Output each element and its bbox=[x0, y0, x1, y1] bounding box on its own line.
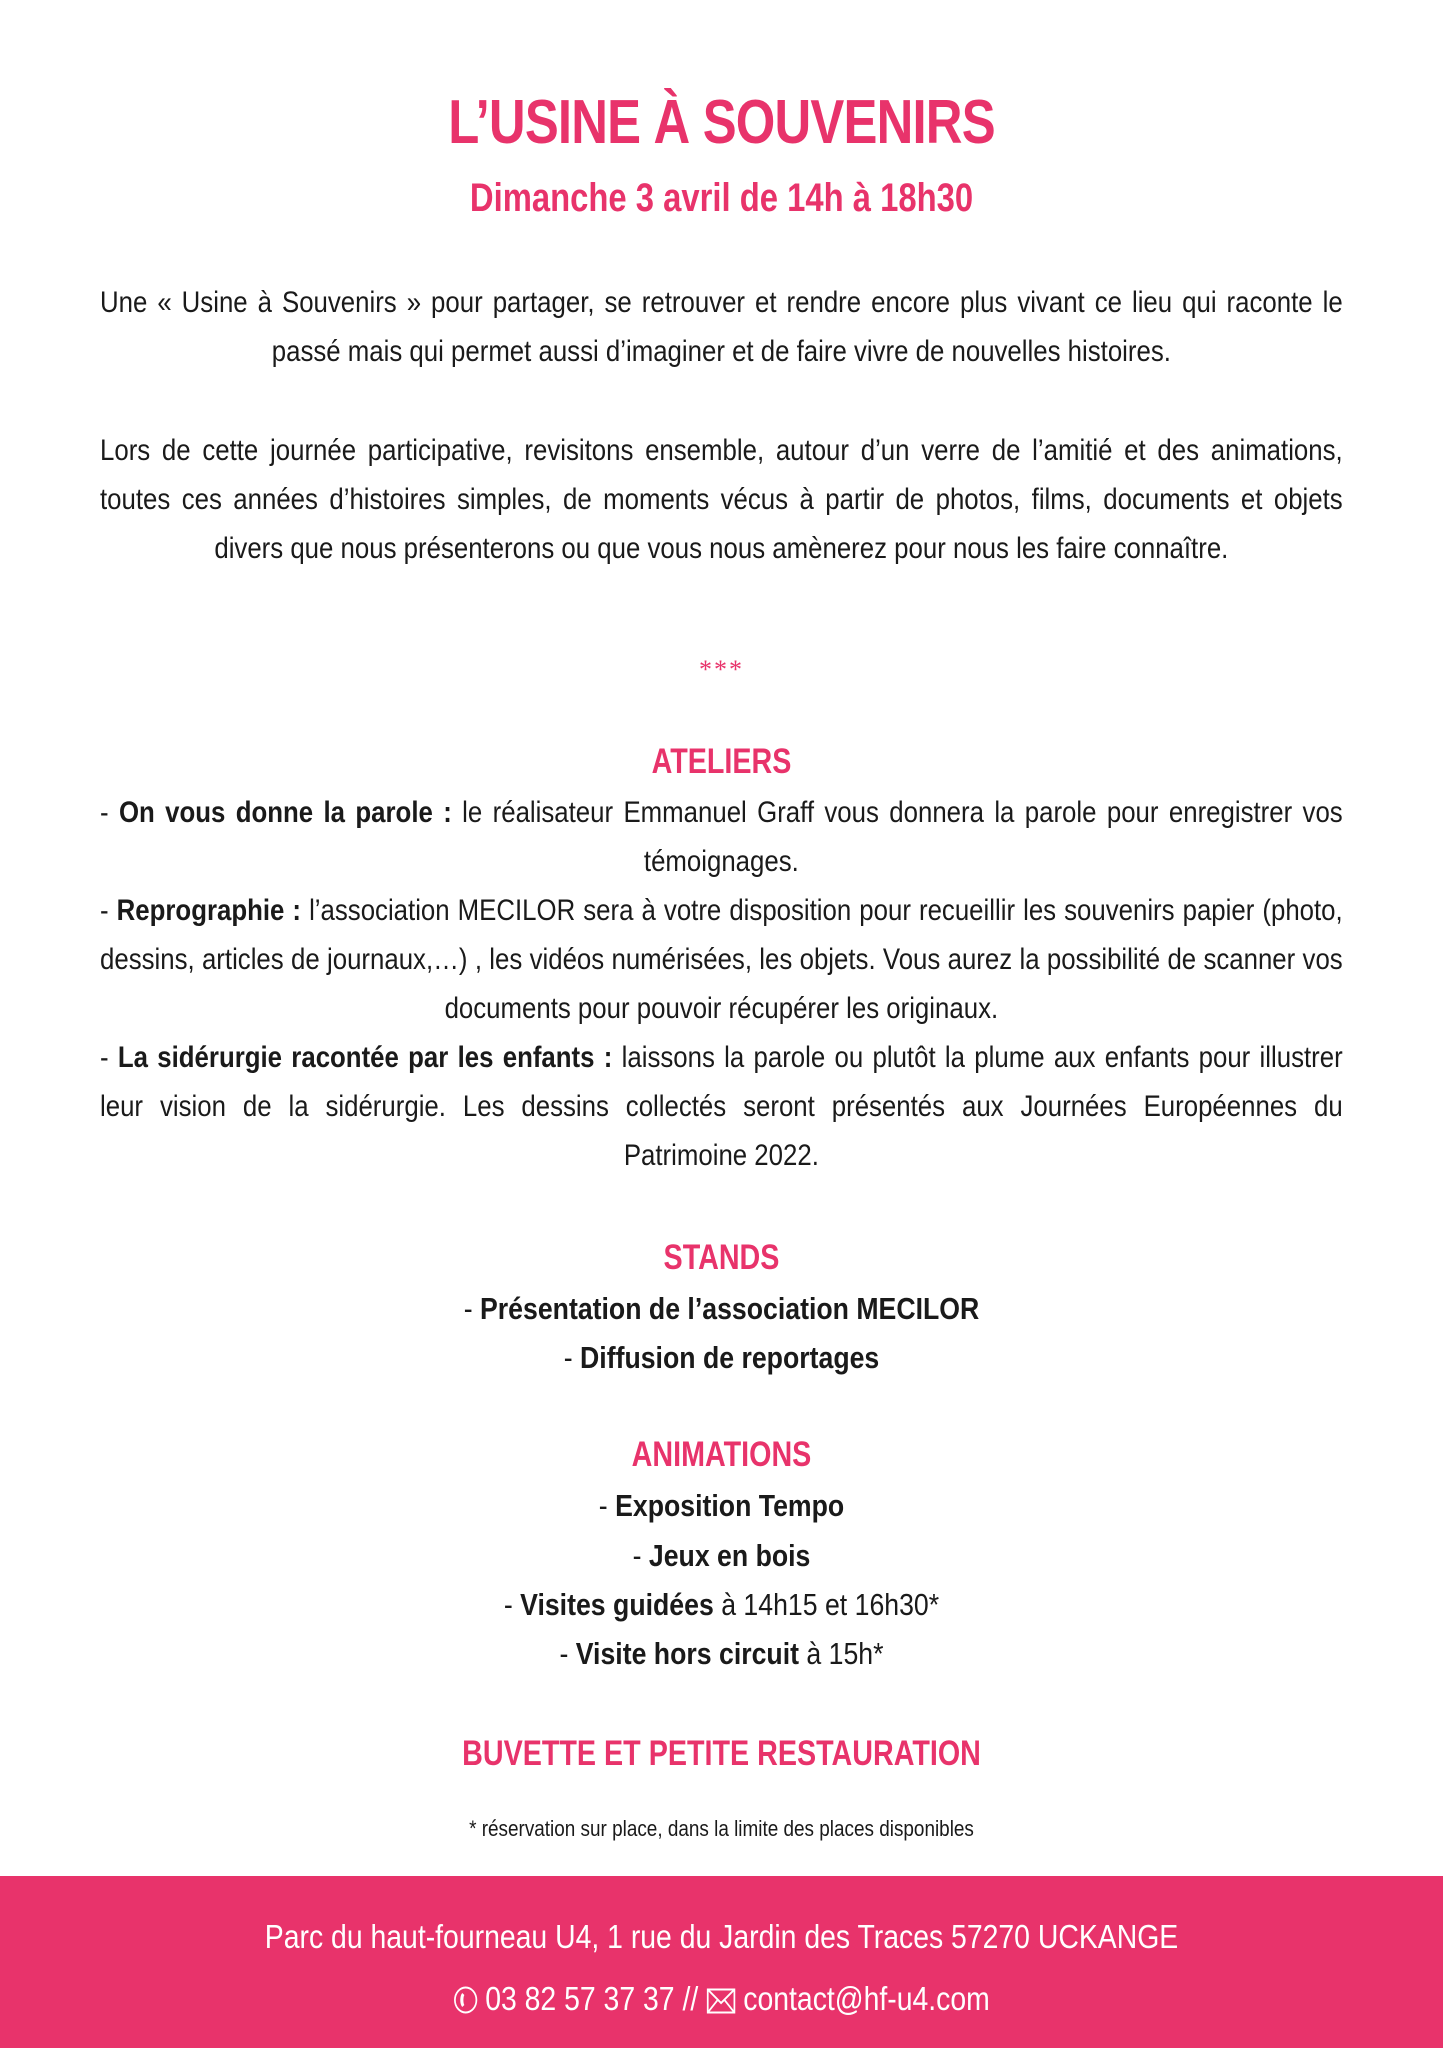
atelier-item-enfants: - La sidérurgie racontée par les enfants : laissons la parole ou plutôt la plume aux enfants pour illustrer leur vision de la sidérurgie. Les dessins collectés seront présentés aux Journées Européennes du Patrimoine 2022. bbox=[100, 1041, 1343, 1172]
stand-item-mecilor: - Présentation de l’association MECILOR bbox=[463, 1291, 980, 1326]
atelier-item-label: On vous donne la parole : bbox=[118, 796, 452, 829]
animation-item-jeux: - Jeux en bois bbox=[632, 1538, 811, 1573]
event-date: Dimanche 3 avril de 14h à 18h30 bbox=[469, 176, 974, 220]
page-title: L’USINE À SOUVENIRS bbox=[448, 88, 995, 157]
separator-stars: *** bbox=[699, 655, 744, 684]
intro-paragraph-2: Lors de cette journée participative, revisitons ensemble, autour d’un verre de l’amitié et des animations, toutes ces années d’histoires simples, de moments vécus à partir de photos, films, documents et objets divers que nous présenterons ou que vous nous amènerez pour nous les faire connaître. bbox=[100, 434, 1343, 565]
stands-title: STANDS bbox=[663, 1238, 780, 1277]
footer-phone[interactable]: 03 82 57 37 37 bbox=[485, 1980, 675, 2017]
animation-item-hors-circuit: - Visite hors circuit à 15h* bbox=[559, 1636, 884, 1671]
ateliers-title: ATELIERS bbox=[651, 742, 792, 781]
footer-banner bbox=[0, 1876, 1443, 2048]
animation-item-tempo: - Exposition Tempo bbox=[598, 1488, 845, 1523]
stand-item-reportages: - Diffusion de reportages bbox=[563, 1340, 880, 1375]
atelier-item-text: l’association MECILOR sera à votre disposition pour recueillir les souvenirs papier (photo, dessins, articles de journaux,…) , les vidéos numérisées, les objets. Vous aurez la possibilité de scanner vos documents pour pouvoir récupérer les originaux. bbox=[100, 894, 1343, 1025]
buvette-title: BUVETTE ET PETITE RESTAURATION bbox=[462, 1734, 981, 1773]
animations-title: ANIMATIONS bbox=[631, 1435, 812, 1474]
atelier-item-label: Reprographie : bbox=[116, 894, 302, 927]
atelier-item-text: le réalisateur Emmanuel Graff vous donnera la parole pour enregistrer vos témoignages. bbox=[451, 796, 1343, 878]
atelier-item-text: laissons la parole ou plutôt la plume aux enfants pour illustrer leur vision de la sidérurgie. Les dessins collectés seront présentés aux Journées Européennes du Patrimoine 2022. bbox=[100, 1041, 1343, 1172]
envelope-icon bbox=[706, 1986, 735, 2019]
atelier-item-parole: - On vous donne la parole : le réalisateur Emmanuel Graff vous donnera la parole pour enregistrer vos témoignages. bbox=[100, 796, 1343, 878]
phone-icon bbox=[453, 1986, 477, 2019]
atelier-item-reprographie: - Reprographie : l’association MECILOR sera à votre disposition pour recueillir les souvenirs papier (photo, dessins, articles de journaux,…) , les vidéos numérisées, les objets. Vous aurez la possibilité de scanner vos documents pour pouvoir récupérer les originaux. bbox=[100, 894, 1343, 1025]
footer-address: Parc du haut-fourneau U4, 1 rue du Jardin des Traces 57270 UCKANGE bbox=[264, 1918, 1179, 1955]
footer-email[interactable]: contact@hf-u4.com bbox=[743, 1980, 990, 2017]
footer-divider: // bbox=[674, 1980, 707, 2017]
animation-item-visites: - Visites guidées à 14h15 et 16h30* bbox=[503, 1587, 940, 1622]
intro-paragraph-1: Une « Usine à Souvenirs » pour partager, se retrouver et rendre encore plus vivant ce lieu qui raconte le passé mais qui permet aussi d’imaginer et de faire vivre de nouvelles histoires. bbox=[100, 286, 1343, 368]
atelier-item-label: La sidérurgie racontée par les enfants : bbox=[117, 1041, 613, 1074]
footer-contact bbox=[101, 1982, 1342, 2019]
reservation-footnote: * réservation sur place, dans la limite des places disponibles bbox=[469, 1816, 974, 1841]
